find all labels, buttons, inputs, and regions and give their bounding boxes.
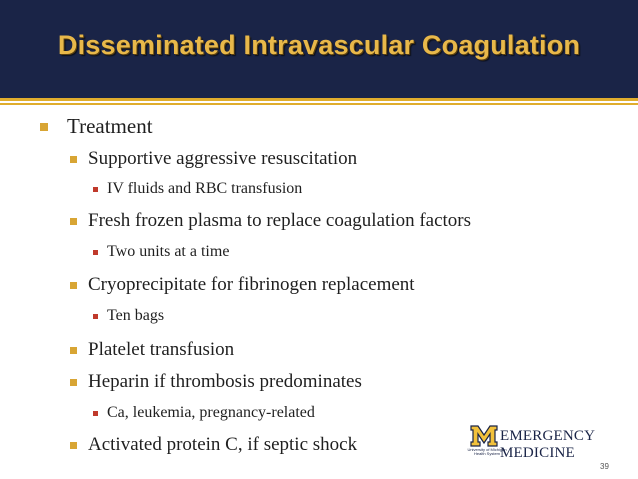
bullet-text: Two units at a time [107,243,230,260]
bullet-square-icon [93,411,98,416]
bullet-text: Treatment [67,114,153,138]
bullet-text: Cryoprecipitate for fibrinogen replacement [88,274,415,295]
bullet-text: Ca, leukemia, pregnancy-related [107,404,315,421]
bullet-square-icon [70,156,77,163]
slide-title: Disseminated Intravascular Coagulation [57,30,581,60]
bullet-item [40,114,153,139]
logo-subtext: University of Michigan Health System [467,447,507,456]
bullet-square-icon [93,250,98,255]
bullet-square-icon [70,218,77,225]
bullet-square-icon [93,187,98,192]
bullet-text: Supportive aggressive resuscitation [88,148,358,169]
page-number: 39 [600,462,609,471]
block-m-icon [470,424,498,448]
bullet-text: Heparin if thrombosis predominates [88,371,362,392]
bullet-square-icon [70,379,77,386]
bullet-text: IV fluids and RBC transfusion [107,180,303,197]
bullet-square-icon [70,347,77,354]
bullet-text: Platelet transfusion [88,339,235,360]
bullet-item [70,210,471,232]
bullet-square-icon [70,282,77,289]
bullet-text: Ten bags [107,307,165,324]
title-bar [0,0,638,101]
bullet-square-icon [93,314,98,319]
bullet-item [93,180,302,198]
logo-text: EMERGENCY MEDICINE [500,428,595,461]
bullet-text: Activated protein C, if septic shock [88,434,358,455]
bullet-square-icon [70,442,77,449]
bullet-square-icon [40,123,48,131]
bullet-item [93,307,164,325]
emergency-medicine-logo [467,424,630,461]
bullet-text: Fresh frozen plasma to replace coagulation factors [88,210,472,231]
bullet-item [93,243,229,261]
bullet-item [70,148,357,170]
bullet-item [70,434,357,456]
bullet-item [70,371,362,393]
bullet-item [70,274,415,296]
bullet-item [70,339,234,361]
bullet-item [93,404,315,422]
